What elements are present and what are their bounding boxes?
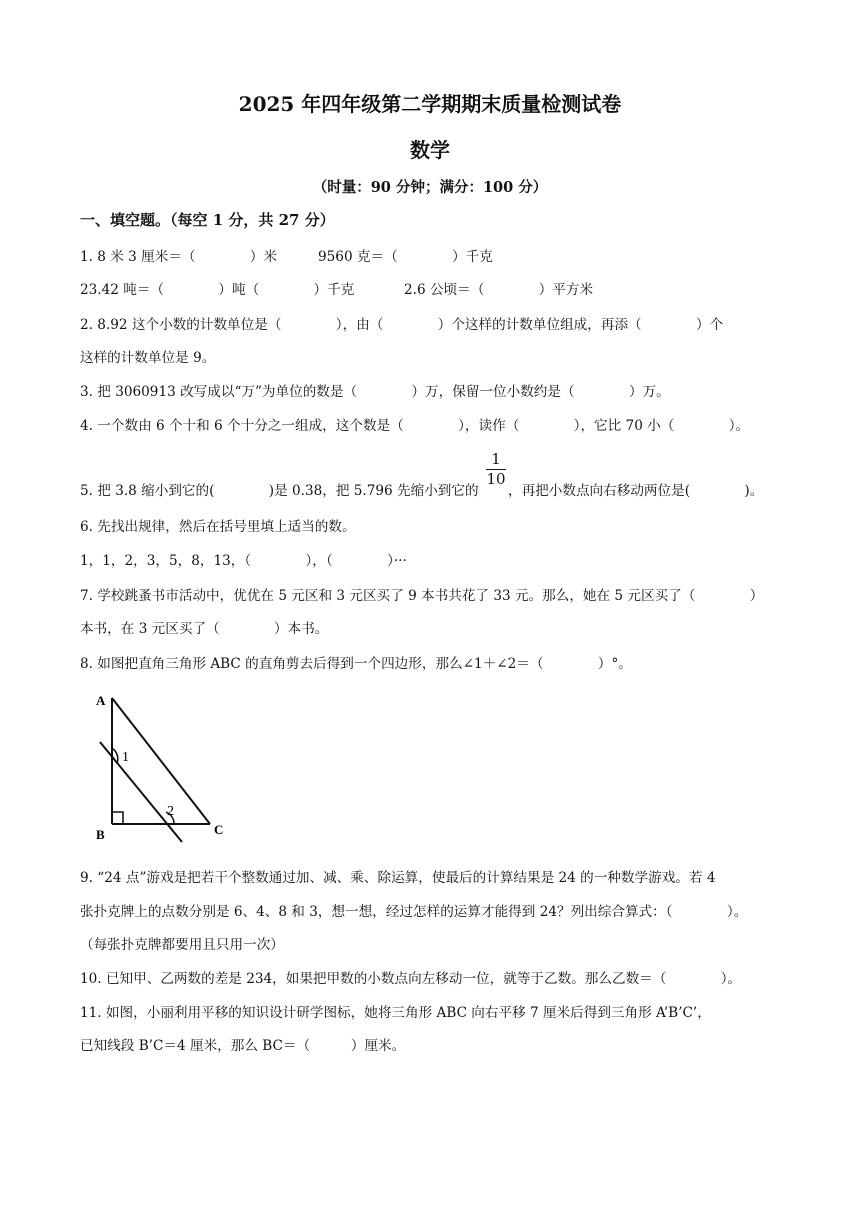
question-4: 4. 一个数由 6 个十和 6 个十分之一组成，这个数是（ ），读作（ ），它比 70 小（ ）。 [80,418,750,434]
question-3: 3. 把 3060913 改写成以“万”为单位的数是（ ）万，保留一位小数约是（ ）万。 [80,384,670,400]
question-7-line-2: 本书，在 3 元区买了（ ）本书。 [80,621,329,637]
right-triangle-figure [88,688,238,848]
question-5-fraction [486,451,506,488]
exam-info: （时量：90 分钟；满分：100 分） [312,179,548,196]
question-8: 8. 如图把直角三角形 ABC 的直角剪去后得到一个四边形，那么∠1＋∠2＝（ ）°。 [80,656,632,672]
question-11-line-2: 已知线段 B’C＝4 厘米，那么 BC＝（ ）厘米。 [80,1038,406,1054]
angle-label-1: 1 [122,750,129,765]
vertex-label-c: C [214,822,224,837]
right-angle-mark [112,812,123,824]
question-10: 10. 已知甲、乙两数的差是 234，如果把甲数的小数点向左移动一位，就等于乙数。那么乙数＝（ ）。 [80,971,742,987]
question-1-part-c: 23.42 吨＝（ ）吨（ ）千克 [80,282,355,298]
question-5-part-b: ，再把小数点向右移动两位是( )。 [508,483,764,499]
question-6-line-2: 1，1，2，3，5，8，13，（ ），（ ）··· [80,553,407,569]
question-2-line-2: 这样的计数单位是 9。 [80,350,216,366]
subject-title: 数学 [410,138,450,162]
angle-label-2: 2 [167,804,174,819]
question-1-part-b: 9560 克＝（ ）千克 [318,249,493,265]
question-1-part-d: 2.6 公顷＝（ ）平方米 [404,282,594,298]
question-7-line-1: 7. 学校跳蚤书市活动中，优优在 5 元区和 3 元区买了 9 本书共花了 33 元。那么，她在 5 元区买了（ ） [80,588,764,604]
vertex-label-b: B [96,827,105,842]
question-9-line-1: 9. “24 点”游戏是把若干个整数通过加、减、乘、除运算，使最后的计算结果是 24 的一种数学游戏。若 4 [80,870,716,886]
section-heading: 一、填空题。（每空 1 分，共 27 分） [80,211,335,229]
question-6-line-1: 6. 先找出规律，然后在括号里填上适当的数。 [80,519,356,535]
vertex-label-a: A [96,693,106,708]
fraction-denominator: 10 [486,470,506,488]
question-1-part-a: 1. 8 米 3 厘米＝（ ）米 [80,249,278,265]
question-9-line-2: 张扑克牌上的点数分别是 6、4、8 和 3，想一想，经过怎样的运算才能得到 24？列出综合算式：（ ）。 [80,904,748,920]
question-5-part-a: 5. 把 3.8 缩小到它的( )是 0.38，把 5.796 先缩小到它的 [80,483,479,499]
question-11-line-1: 11. 如图，小丽利用平移的知识设计研学图标，她将三角形 ABC 向右平移 7 厘米后得到三角形 A’B’C’， [80,1005,711,1021]
fraction-numerator: 1 [491,450,501,468]
exam-title: 2025 年四年级第二学期期末质量检测试卷 [238,92,622,116]
question-2-line-1: 2. 8.92 这个小数的计数单位是（ ），由（ ）个这样的计数单位组成，再添（ ）个 [80,317,724,333]
question-9-line-3: （每张扑克牌都要用且只用一次） [80,937,284,953]
